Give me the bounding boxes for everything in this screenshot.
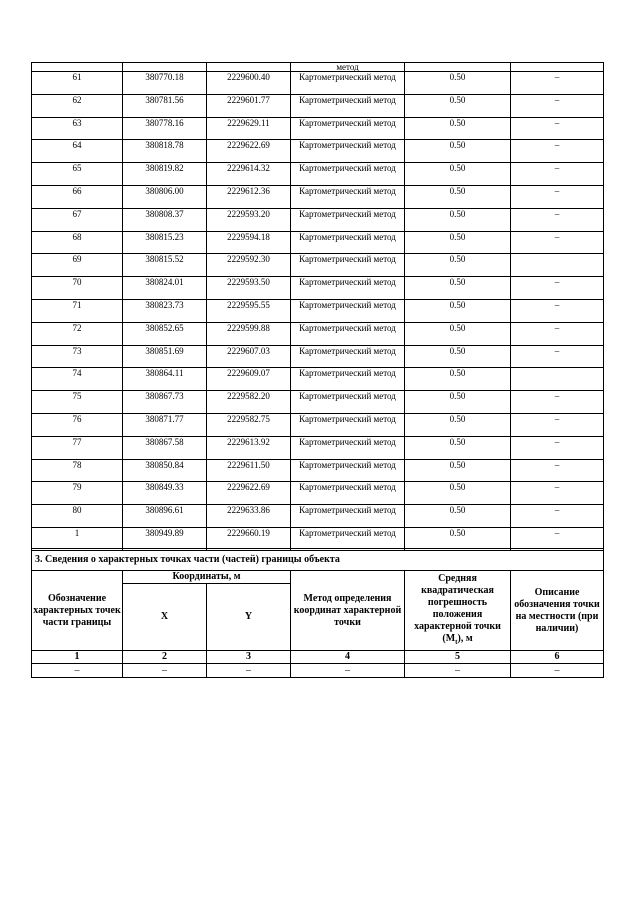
error-cell: 0.50 <box>405 482 511 505</box>
boundary-points-table <box>31 62 604 551</box>
table-row <box>32 505 604 528</box>
x-coord-cell: 380808.37 <box>123 208 207 231</box>
x-coord-cell: 380867.73 <box>123 391 207 414</box>
header-method: Метод определения координат характерной точки <box>291 571 405 651</box>
x-coord-cell: 380815.52 <box>123 254 207 277</box>
y-coord-cell: 2229582.20 <box>207 391 291 414</box>
x-coord-cell: 380823.73 <box>123 299 207 322</box>
table-row <box>32 163 604 186</box>
method-cell: Картометрический метод <box>291 345 405 368</box>
y-coord-cell: 2229622.69 <box>207 140 291 163</box>
header-designation: Обозначение характерных точек части границы <box>32 571 123 651</box>
y-coord-cell: 2229611.50 <box>207 459 291 482</box>
method-cell: Картометрический метод <box>291 277 405 300</box>
error-cell: 0.50 <box>405 299 511 322</box>
x-coord-cell: 380850.84 <box>123 459 207 482</box>
y-coord-cell: 2229609.07 <box>207 368 291 391</box>
point-number-cell: 62 <box>32 94 123 117</box>
error-cell: 0.50 <box>405 163 511 186</box>
description-cell: – <box>511 94 604 117</box>
header-description: Описание обозначения точки на местности (при наличии) <box>511 571 604 651</box>
x-coord-cell: 380949.89 <box>123 527 207 550</box>
error-cell: 0.50 <box>405 277 511 300</box>
error-cell: 0.50 <box>405 505 511 528</box>
x-coord-cell: 380818.78 <box>123 140 207 163</box>
error-cell: 0.50 <box>405 459 511 482</box>
table-row <box>32 277 604 300</box>
point-number-cell: 67 <box>32 208 123 231</box>
point-number-cell: 65 <box>32 163 123 186</box>
point-number-cell: 70 <box>32 277 123 300</box>
description-cell: – <box>511 117 604 140</box>
table-row <box>32 140 604 163</box>
table-row <box>32 413 604 436</box>
y-coord-cell: 2229601.77 <box>207 94 291 117</box>
table-row <box>32 185 604 208</box>
x-coord-cell: 380867.58 <box>123 436 207 459</box>
description-cell: – <box>511 185 604 208</box>
table-row <box>32 482 604 505</box>
error-cell: 0.50 <box>405 391 511 414</box>
error-cell: 0.50 <box>405 322 511 345</box>
table-row <box>32 299 604 322</box>
method-cell: Картометрический метод <box>291 254 405 277</box>
section3-table <box>31 548 604 678</box>
x-coord-cell: 380778.16 <box>123 117 207 140</box>
description-cell: – <box>511 527 604 550</box>
point-number-cell: 68 <box>32 231 123 254</box>
point-number-cell: 76 <box>32 413 123 436</box>
point-number-cell: 61 <box>32 72 123 95</box>
y-coord-cell: 2229600.40 <box>207 72 291 95</box>
point-number-cell: 1 <box>32 527 123 550</box>
method-cell: Картометрический метод <box>291 368 405 391</box>
description-cell: – <box>511 322 604 345</box>
method-cell: Картометрический метод <box>291 413 405 436</box>
description-cell: – <box>511 505 604 528</box>
y-coord-cell: 2229607.03 <box>207 345 291 368</box>
x-coord-cell: 380896.61 <box>123 505 207 528</box>
description-cell <box>511 368 604 391</box>
y-coord-cell: 2229593.50 <box>207 277 291 300</box>
error-cell: 0.50 <box>405 208 511 231</box>
method-cell: Картометрический метод <box>291 140 405 163</box>
point-number-cell: 74 <box>32 368 123 391</box>
method-cell: Картометрический метод <box>291 163 405 186</box>
point-number-cell: 77 <box>32 436 123 459</box>
x-coord-cell: 380871.77 <box>123 413 207 436</box>
point-number-cell: 79 <box>32 482 123 505</box>
method-cell: Картометрический метод <box>291 391 405 414</box>
error-cell: 0.50 <box>405 368 511 391</box>
description-cell: – <box>511 299 604 322</box>
section3-title: 3. Сведения о характерных точках части (частей) границы объекта <box>32 549 604 571</box>
method-cell: Картометрический метод <box>291 527 405 550</box>
y-coord-cell: 2229594.18 <box>207 231 291 254</box>
table-row <box>32 94 604 117</box>
method-cell: Картометрический метод <box>291 482 405 505</box>
table-row <box>32 391 604 414</box>
table-row <box>32 208 604 231</box>
point-number-cell: 73 <box>32 345 123 368</box>
y-coord-cell: 2229660.19 <box>207 527 291 550</box>
error-cell: 0.50 <box>405 345 511 368</box>
error-cell: 0.50 <box>405 140 511 163</box>
x-coord-cell: 380852.65 <box>123 322 207 345</box>
description-cell: – <box>511 391 604 414</box>
header-coordinates: Координаты, м <box>123 571 291 584</box>
x-coord-cell: 380819.82 <box>123 163 207 186</box>
y-coord-cell: 2229622.69 <box>207 482 291 505</box>
x-coord-cell: 380849.33 <box>123 482 207 505</box>
x-coord-cell: 380806.00 <box>123 185 207 208</box>
method-cell: Картометрический метод <box>291 72 405 95</box>
point-number-cell: 64 <box>32 140 123 163</box>
point-number-cell: 66 <box>32 185 123 208</box>
description-cell: – <box>511 345 604 368</box>
x-coord-cell: 380864.11 <box>123 368 207 391</box>
description-cell <box>511 254 604 277</box>
y-coord-cell: 2229599.88 <box>207 322 291 345</box>
error-cell: 0.50 <box>405 72 511 95</box>
point-number-cell: 63 <box>32 117 123 140</box>
point-number-cell: 69 <box>32 254 123 277</box>
description-cell: – <box>511 436 604 459</box>
method-cell: метод <box>291 63 405 72</box>
description-cell: – <box>511 163 604 186</box>
table-row <box>32 72 604 95</box>
y-coord-cell: 2229614.32 <box>207 163 291 186</box>
x-coord-cell: 380851.69 <box>123 345 207 368</box>
method-cell: Картометрический метод <box>291 322 405 345</box>
empty-row: – – – – – – <box>32 664 604 678</box>
y-coord-cell: 2229613.92 <box>207 436 291 459</box>
error-cell: 0.50 <box>405 527 511 550</box>
method-cell: Картометрический метод <box>291 299 405 322</box>
header-error-text: Средняя квадратическая погрешность положения характерной точки $(M_t)$, м <box>414 573 501 646</box>
y-coord-cell: 2229593.20 <box>207 208 291 231</box>
description-cell: – <box>511 231 604 254</box>
table-row <box>32 231 604 254</box>
table-row <box>32 254 604 277</box>
x-coord-cell: 380815.23 <box>123 231 207 254</box>
x-coord-cell: 380770.18 <box>123 72 207 95</box>
table-row <box>32 527 604 550</box>
header-x: X <box>123 584 207 651</box>
method-cell: Картометрический метод <box>291 208 405 231</box>
point-number-cell: 72 <box>32 322 123 345</box>
y-coord-cell: 2229582.75 <box>207 413 291 436</box>
error-cell: 0.50 <box>405 117 511 140</box>
header-y: Y <box>207 584 291 651</box>
x-coord-cell: 380781.56 <box>123 94 207 117</box>
point-number-cell: 71 <box>32 299 123 322</box>
table-row <box>32 436 604 459</box>
x-coord-cell: 380824.01 <box>123 277 207 300</box>
error-cell: 0.50 <box>405 94 511 117</box>
header-error <box>405 571 511 651</box>
description-cell: – <box>511 277 604 300</box>
y-coord-cell: 2229629.11 <box>207 117 291 140</box>
method-cell: Картометрический метод <box>291 117 405 140</box>
method-cell: Картометрический метод <box>291 94 405 117</box>
point-number-cell: 80 <box>32 505 123 528</box>
y-coord-cell: 2229612.36 <box>207 185 291 208</box>
method-cell: Картометрический метод <box>291 436 405 459</box>
table-row <box>32 345 604 368</box>
description-cell: – <box>511 72 604 95</box>
table-row <box>32 459 604 482</box>
description-cell: – <box>511 413 604 436</box>
method-cell: Картометрический метод <box>291 185 405 208</box>
y-coord-cell: 2229633.86 <box>207 505 291 528</box>
error-cell: 0.50 <box>405 436 511 459</box>
description-cell: – <box>511 140 604 163</box>
method-cell: Картометрический метод <box>291 505 405 528</box>
table-row <box>32 322 604 345</box>
column-numbers-row: 1 2 3 4 5 6 <box>32 651 604 664</box>
point-number-cell: 78 <box>32 459 123 482</box>
table-row-continuation <box>32 63 604 72</box>
description-cell: – <box>511 482 604 505</box>
y-coord-cell: 2229595.55 <box>207 299 291 322</box>
table-row <box>32 117 604 140</box>
method-cell: Картометрический метод <box>291 231 405 254</box>
y-coord-cell: 2229592.30 <box>207 254 291 277</box>
error-cell: 0.50 <box>405 254 511 277</box>
description-cell: – <box>511 208 604 231</box>
error-cell: 0.50 <box>405 185 511 208</box>
method-cell: Картометрический метод <box>291 459 405 482</box>
table-row <box>32 368 604 391</box>
error-cell: 0.50 <box>405 231 511 254</box>
description-cell: – <box>511 459 604 482</box>
error-cell: 0.50 <box>405 413 511 436</box>
point-number-cell: 75 <box>32 391 123 414</box>
